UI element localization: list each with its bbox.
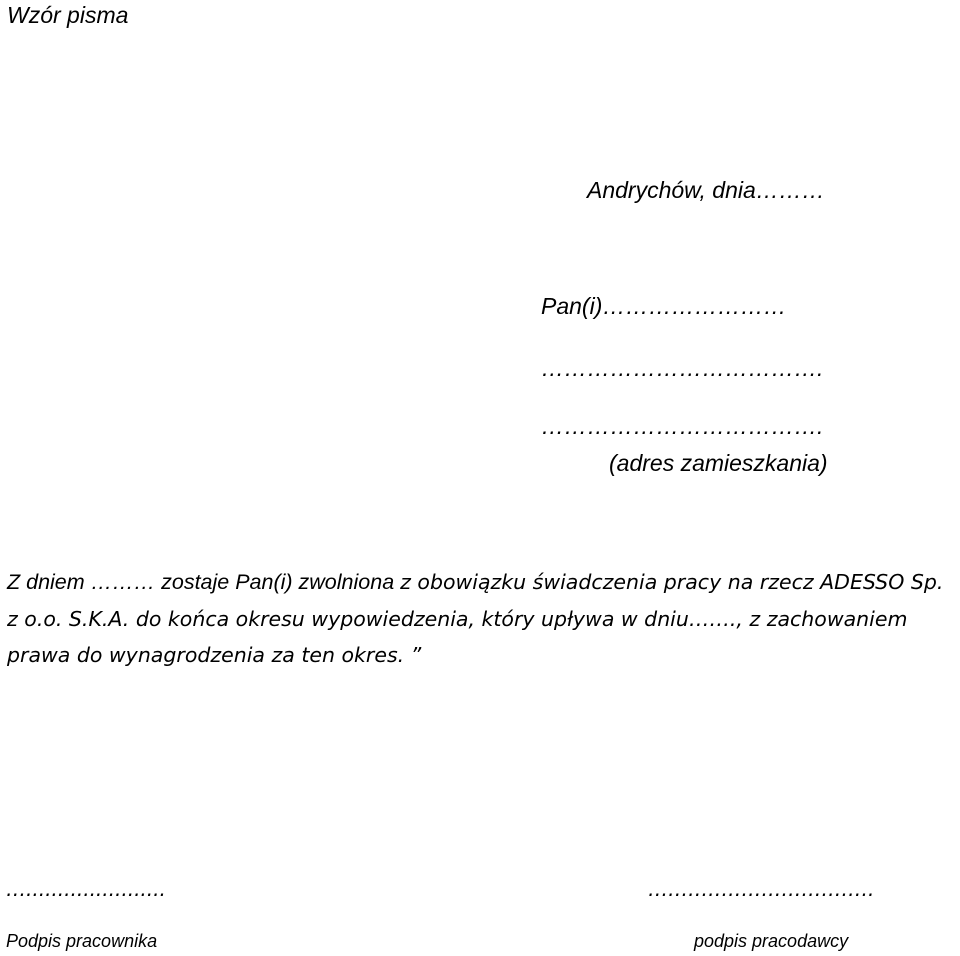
letter-body-part-2: z obowiązku świadczenia pracy na rzecz ADESSO Sp. z o.o. S.K.A. do końca okresu wypowiedzenia, który upływa w dniu……., z zachowaniem prawa do wynagrodzenia za ten okres. ” xyxy=(7,570,944,667)
letter-body-part-1: Z dniem ……… zostaje Pan(i) zwolniona xyxy=(7,570,401,594)
document-title: Wzór pisma xyxy=(7,2,129,28)
employer-signature-line: ……………………………. xyxy=(648,877,875,901)
employee-signature-line: …...................... xyxy=(6,877,166,901)
place-date-line: Andrychów, dnia……… xyxy=(587,177,825,203)
address-line-2: ………………………………. xyxy=(541,413,824,439)
employer-signature-label: podpis pracodawcy xyxy=(694,931,849,951)
employee-signature-label: Podpis pracownika xyxy=(6,931,158,951)
address-line-1: ………………………………. xyxy=(541,355,824,381)
address-label: (adres zamieszkania) xyxy=(609,450,828,476)
letter-body xyxy=(7,564,952,674)
addressee-line: Pan(i)…………………… xyxy=(541,293,787,319)
